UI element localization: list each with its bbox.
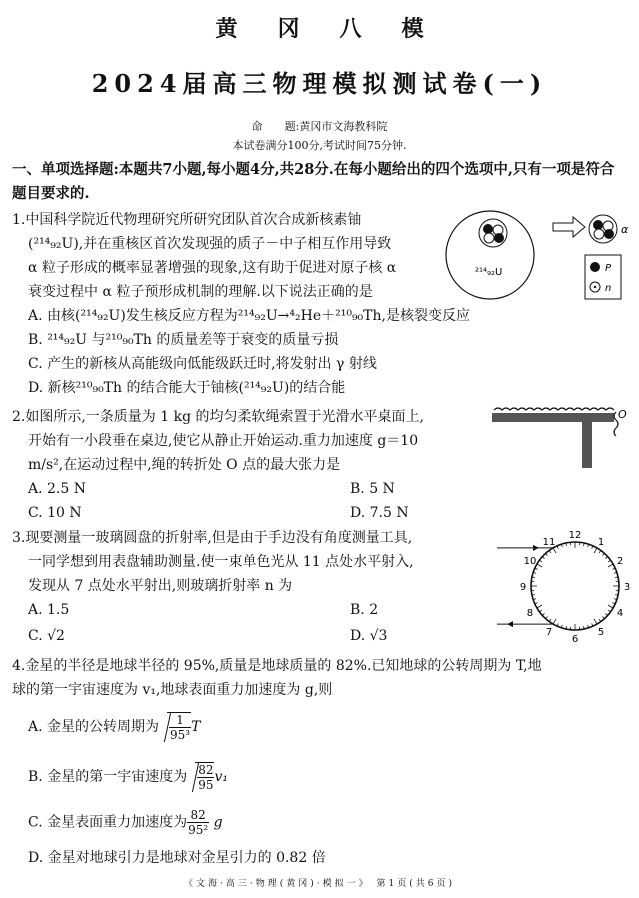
paper-title: 2024届高三物理模拟测试卷(一) — [91, 69, 548, 98]
option-a[interactable] — [28, 712, 200, 742]
option-b[interactable]: B. ²¹⁴₉₂U 与²¹⁰₉₀Th 的质量差等于衰变的质量亏损 — [28, 332, 339, 348]
proposer-label: 命 题: — [251, 120, 300, 133]
point-o-label: O — [618, 408, 627, 421]
clock-number: 4 — [616, 608, 624, 619]
clock-number: 12 — [568, 530, 582, 541]
option-b-prefix: B. 金星的第一宇宙速度为 — [28, 769, 188, 785]
proposer-line — [0, 118, 639, 134]
question-number: 1. — [12, 212, 26, 228]
exam-info: 本试卷满分100分,考试时间75分钟. — [232, 139, 407, 152]
clock-number: 8 — [526, 608, 534, 619]
question-stem-line: 球的第一宇宙速度为 v₁,地球表面重力加速度为 g,则 — [12, 682, 333, 698]
option-c-prefix: C. 金星表面重力加速度为 — [28, 814, 188, 831]
clock-number: 6 — [571, 634, 579, 644]
option-a-suffix: T — [191, 719, 201, 735]
clock-number: 9 — [519, 582, 527, 593]
clock-number: 3 — [623, 582, 631, 593]
clock-tick — [594, 548, 597, 553]
question-number: 3. — [12, 530, 26, 546]
page-footer: 《文海·高三·物理(黄冈)·模拟一》 第1页(共6页) — [184, 879, 455, 889]
clock-tick — [599, 619, 601, 621]
nucleus-figure — [445, 205, 635, 305]
clock-tick — [602, 553, 604, 555]
option-d[interactable]: D. 金星对地球引力是地球对金星引力的 0.82 倍 — [28, 850, 326, 866]
option-b[interactable]: B. 2 — [350, 602, 379, 618]
option-d[interactable]: D. 7.5 N — [350, 505, 409, 521]
clock-tick — [537, 605, 542, 608]
option-c[interactable] — [28, 808, 223, 837]
question-stem-line: 如图所示,一条质量为 1 kg 的均匀柔软绳索置于光滑水平桌面上, — [25, 409, 424, 425]
clock-tick — [553, 619, 556, 624]
question-number: 2. — [12, 409, 26, 425]
clock-tick — [605, 613, 607, 615]
option-b[interactable] — [28, 762, 228, 792]
question-stem-line: 中国科学院近代物理研究所研究团队首次合成新核素铀 — [25, 212, 362, 228]
question-stem-line: 发现从 7 点处水平射出,则玻璃折射率 n 为 — [28, 578, 293, 594]
arrow-icon — [553, 217, 585, 237]
nucleus-circle — [446, 211, 534, 299]
nucleus-label: ²¹⁴₉₂U — [475, 267, 503, 278]
option-d[interactable]: D. 新核²¹⁰₉₀Th 的结合能大于铀核(²¹⁴₉₂U)的结合能 — [28, 380, 346, 396]
arrow-left-icon — [507, 621, 513, 627]
legend-p: P — [605, 263, 612, 274]
clock-tick — [608, 564, 613, 567]
question-stem-line: m/s²,在运动过程中,绳的转折处 O 点的最大张力是 — [28, 457, 341, 473]
clock-tick — [539, 610, 541, 612]
frac-den: 95 — [198, 778, 214, 792]
clock-number: 5 — [597, 627, 605, 639]
clock-number: 7 — [545, 627, 553, 639]
alpha-particle — [589, 215, 617, 243]
question-stem-line: 金星的半径是地球半径的 95%,质量是地球质量的 82%.已知地球的公转周期为 T,地 — [25, 658, 542, 674]
question-stem-line: (²¹⁴₉₂U),并在重核区首次发现强的质子－中子相互作用导致 — [28, 236, 392, 252]
series-title: 黄冈八模 — [215, 16, 464, 42]
option-b-suffix: v₁ — [214, 769, 229, 785]
clock-number: 2 — [616, 556, 624, 567]
question-stem-line: 开始有一小段垂在桌边,使它从静止开始运动.重力加速度 g＝10 — [28, 433, 419, 449]
option-c-suffix: g — [213, 814, 223, 831]
arrow-right-icon — [533, 545, 539, 551]
sqrt-symbol — [195, 762, 214, 792]
clock-tick — [594, 619, 597, 624]
question-number: 4. — [12, 658, 26, 674]
clock-tick — [605, 557, 607, 559]
section-title: 一、单项选择题:本题共7小题,每小题4分,共28分.在每小题给出的四个选项中,只有一项是符合题目要求的. — [12, 161, 615, 202]
clock-number: 10 — [523, 556, 537, 567]
clock-tick — [608, 560, 610, 562]
option-d[interactable]: D. √3 — [350, 628, 388, 644]
option-a[interactable]: A. 由核(²¹⁴₉₂U)发生核反应方程为²¹⁴₉₂U→⁴₂He＋²¹⁰₉₀Th,是核裂变反应 — [28, 308, 470, 324]
clock-tick — [549, 619, 551, 621]
proton-icon — [590, 262, 600, 272]
clock-number: 11 — [542, 536, 556, 548]
clock-tick — [553, 548, 556, 553]
option-a[interactable]: A. 1.5 — [28, 602, 70, 618]
option-b[interactable]: B. 5 N — [350, 481, 395, 497]
question-stem-line: 衰变过程中 α 粒子预形成机制的理解.以下说法正确的是 — [28, 284, 373, 300]
clock-number: 1 — [597, 536, 605, 548]
option-a-prefix: A. 金星的公转周期为 — [28, 719, 160, 735]
clock-tick — [549, 550, 551, 552]
frac-num: 82 — [187, 808, 209, 823]
question-stem-line: 现要测量一玻璃圆盘的折射率,但是由于手边没有角度测量工具, — [25, 530, 413, 546]
clock-figure — [495, 528, 635, 644]
question-1 — [12, 208, 470, 400]
clock-tick — [537, 564, 542, 567]
question-3 — [12, 526, 414, 598]
clock-face — [531, 542, 619, 630]
frac-num: 82 — [198, 763, 214, 777]
clock-tick — [608, 605, 613, 608]
clock-tick — [546, 616, 548, 618]
clock-tick — [599, 550, 601, 552]
sqrt-symbol — [167, 712, 191, 742]
frac-den: 95² — [188, 823, 209, 837]
clock-tick — [539, 560, 541, 562]
clock-tick — [602, 616, 604, 618]
clock-tick — [608, 610, 610, 612]
legend-n: n — [605, 283, 612, 294]
rope — [494, 408, 614, 410]
option-c[interactable]: C. 10 N — [28, 505, 82, 521]
alpha-label: α — [621, 223, 629, 236]
clock-tick — [546, 553, 548, 555]
question-4 — [12, 654, 542, 702]
clock-tick — [542, 613, 544, 615]
clock-tick — [542, 557, 544, 559]
frac-num: 1 — [169, 713, 191, 728]
frac-den: 95³ — [170, 728, 191, 742]
option-a[interactable]: A. 2.5 N — [28, 481, 86, 497]
table-leg — [582, 422, 592, 468]
option-c[interactable]: C. 产生的新核从高能级向低能级跃迁时,将发射出 γ 射线 — [28, 356, 377, 372]
option-c[interactable]: C. √2 — [28, 628, 65, 644]
rope-table-figure — [492, 404, 632, 470]
question-2 — [12, 405, 424, 477]
proposer: 黄冈市文海教科院 — [299, 120, 388, 133]
table-top — [492, 413, 614, 422]
legend-box — [585, 255, 621, 299]
question-stem-line: α 粒子形成的概率显著增强的现象,这有助于促进对原子核 α — [28, 260, 397, 276]
alpha-cluster — [479, 219, 507, 247]
question-stem-line: 一同学想到用表盘辅助测量.使一束单色光从 11 点处水平射入, — [28, 554, 414, 570]
